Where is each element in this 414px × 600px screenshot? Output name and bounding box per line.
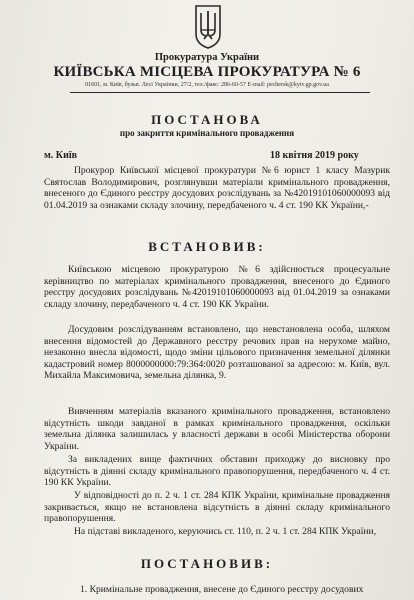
trident-emblem-icon (193, 4, 223, 50)
body-paragraph: Вивченням матеріалів вказаного кримінального провадження, встановлено відсутність шкоди завданої в рамках кримінального провадження, оскільки земельна ділянка залишилась у власності держави в особі Міністерства оборони України. (44, 406, 390, 452)
office-name-heading: КИЇВСЬКА МІСЦЕВА ПРОКУРАТУРА № 6 (53, 64, 361, 80)
intro-paragraph: Прокурор Київської місцевої прокуратури №6 юрист 1 класу Мазурик Святослав Володимирович, розглянувши матеріали кримінального провадження, внесеного до Єдиного реєстру досудових розслідувань за №42019101060000093 від 01.04.2019 за ознаками складу злочину, передбаченого ч. 4 ст. 190 КК України,- (44, 165, 390, 211)
prosecutor-office-label: Прокуратура України (154, 52, 260, 63)
body-paragraph: Досудовим розслідуванням встановлено, що невстановлена особа, шляхом внесення відомостей до Державного реєстру речових прав на нерухоме майно, незаконно внесла відомості, щодо зміни цільового призначення земельної ділянки кадастровий номер 8000000000:79:364:0020 розташованої за адресою: м. Київ, вул. Михайла Максимовича, земельна ділянка, 9. (44, 324, 390, 382)
body-paragraph: У відповідності до п. 2 ч. 1 ст. 284 КПК України, кримінальне провадження закривається, якщо не встановлена відсутність в діянні складу кримінального правопорушення. (44, 490, 390, 525)
document-date: 18 квітня 2019 року (270, 150, 359, 161)
document-title: ПОСТАНОВА (151, 112, 263, 127)
resolved-heading: ПОСТАНОВИВ: (140, 556, 274, 571)
office-address-line: 01601, м. Київ, бульв. Лесі Українки, 27/2, тел./факс: 286-60-57 E-mail: pechersk@kyiv.gp.gov.ua (85, 82, 329, 88)
document-city: м. Київ (44, 150, 78, 161)
body-paragraph: На підставі викладеного, керуючись ст. 110, п. 2 ч. 1 ст. 284 КПК України, (74, 526, 377, 537)
body-paragraph: Київською місцевою прокуратурою №6 здійснюється процесуальне керівництво по матеріалах кримінального провадження, внесеного до Єдиного реєстру досудових розслідувань №42019101060000093 від 01.04.2019 за ознаками складу злочину, передбаченого ч. 4 ст. 190 КК України. (44, 264, 390, 310)
document-subtitle: про закриття кримінального провадження (119, 128, 295, 138)
header-divider (70, 92, 370, 93)
established-heading: ВСТАНОВИВ: (148, 239, 266, 254)
body-paragraph: За викладених вище фактичних обставин приходжу до висновку про відсутність в діянні складу кримінального правопорушення, передбаченого ч. 4 ст. 190 КК України. (44, 454, 390, 489)
resolution-item: 1. Кримінальне провадження, внесене до Єдиного реєстру досудових (80, 584, 364, 595)
